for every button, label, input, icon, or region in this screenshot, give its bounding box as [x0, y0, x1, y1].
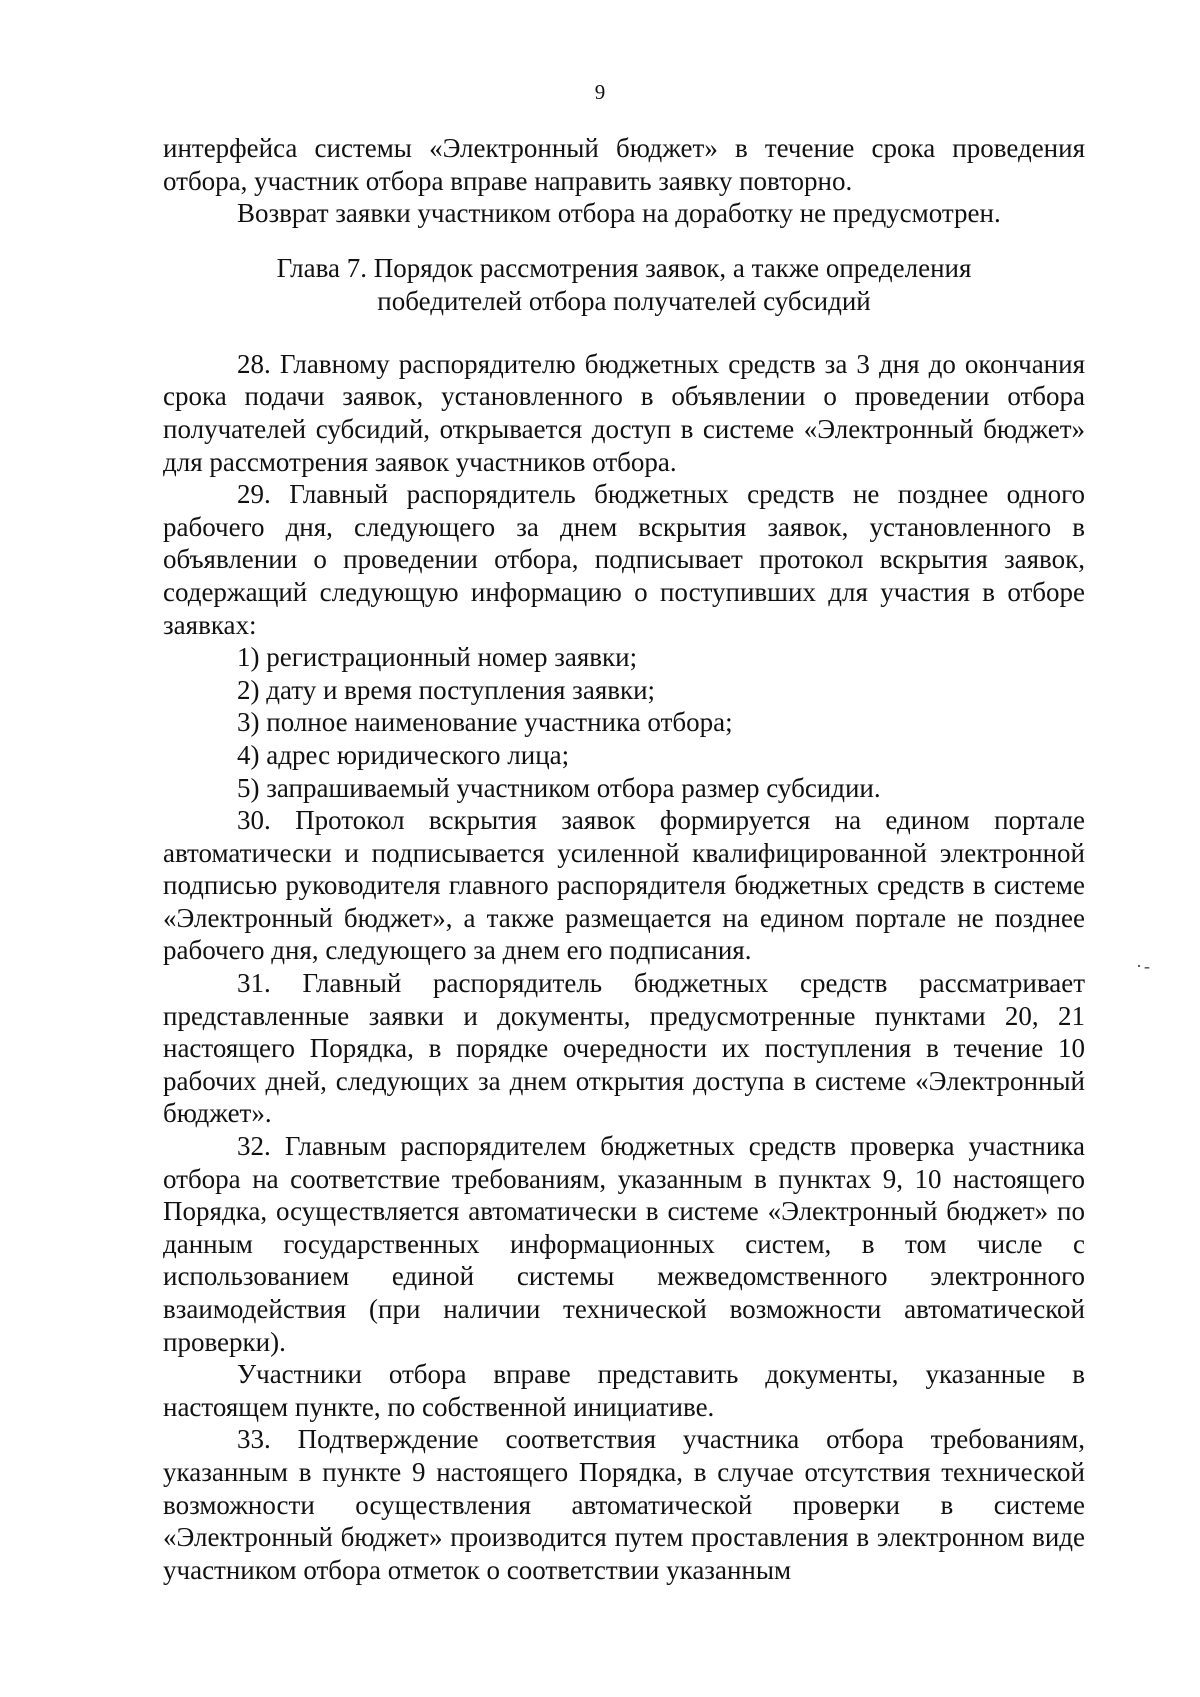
paragraph-30: 30. Протокол вскрытия заявок формируется на едином портале автоматически и подписывается усиленной квалифицированной электронной подписью руководителя главного распорядителя бюджетных средств в системе «Электронный бюджет», а также размещается на едином портале не позднее рабочего дня, следующего за днем его подписания.: [163, 805, 1085, 966]
paragraph-33: 33. Подтверждение соответствия участника отбора требованиям, указанным в пункте 9 настоящего Порядка, в случае отсутствия технической возможности осуществления автоматической проверки в системе «Электронный бюджет» производится путем проставления в электронном виде участником отбора отметок о соответствии указанным: [163, 1424, 1085, 1585]
paragraph-32-note: Участники отбора вправе представить документы, указанные в настоящем пункте, по собственной инициативе.: [163, 1359, 1085, 1422]
document-body: [163, 132, 1085, 1586]
paragraph-no-return: Возврат заявки участником отбора на доработку не предусмотрен.: [237, 198, 1001, 229]
list-item: 5) запрашиваемый участником отбора размер субсидии.: [237, 772, 881, 803]
paragraph-29: 29. Главный распорядитель бюджетных средств не позднее одного рабочего дня, следующего за днем вскрытия заявок, установленного в объявлении о проведении отбора, подписывает протокол вскрытия заявок, содержащий следующую информацию о поступивших для участия в отборе заявках:: [163, 479, 1085, 640]
list-item: 3) полное наименование участника отбора;: [237, 707, 733, 738]
chapter-heading-line-2: победителей отбора получателей субсидий: [377, 285, 871, 316]
paragraph-28: 28. Главному распорядителю бюджетных средств за 3 дня до окончания срока подачи заявок, установленного в объявлении о проведении отбора получателей субсидий, открывается доступ в системе «Электронный бюджет» для рассмотрения заявок участников отбора.: [163, 348, 1085, 477]
paragraph-continuation: интерфейса системы «Электронный бюджет» в течение срока проведения отбора, участник отбора вправе направить заявку повторно.: [163, 133, 1085, 196]
paragraph-31: 31. Главный распорядитель бюджетных средств рассматривает представленные заявки и документы, предусмотренные пунктами 20, 21 настоящего Порядка, в порядке очередности их поступления в течение 10 рабочих дней, следующих за днем открытия доступа в системе «Электронный бюджет».: [163, 968, 1085, 1129]
paragraph-32: 32. Главным распорядителем бюджетных средств проверка участника отбора на соответствие требованиям, указанным в пунктах 9, 10 настоящего Порядка, осуществляется автоматически в системе «Электронный бюджет» по данным государственных информационных систем, в том числе с использованием единой системы межведомственного электронного взаимодействия (при наличии технической возможности автоматической проверки).: [163, 1131, 1085, 1357]
list-item: 1) регистрационный номер заявки;: [237, 642, 638, 673]
scan-artifact-mark: ·‐: [1136, 956, 1152, 976]
list-item: 4) адрес юридического лица;: [237, 739, 570, 770]
page-number: 9: [594, 80, 606, 104]
list-item: 2) дату и время поступления заявки;: [237, 674, 656, 705]
chapter-heading: [163, 252, 1085, 318]
chapter-heading-line-1: Глава 7. Порядок рассмотрения заявок, а также определения: [276, 252, 972, 283]
